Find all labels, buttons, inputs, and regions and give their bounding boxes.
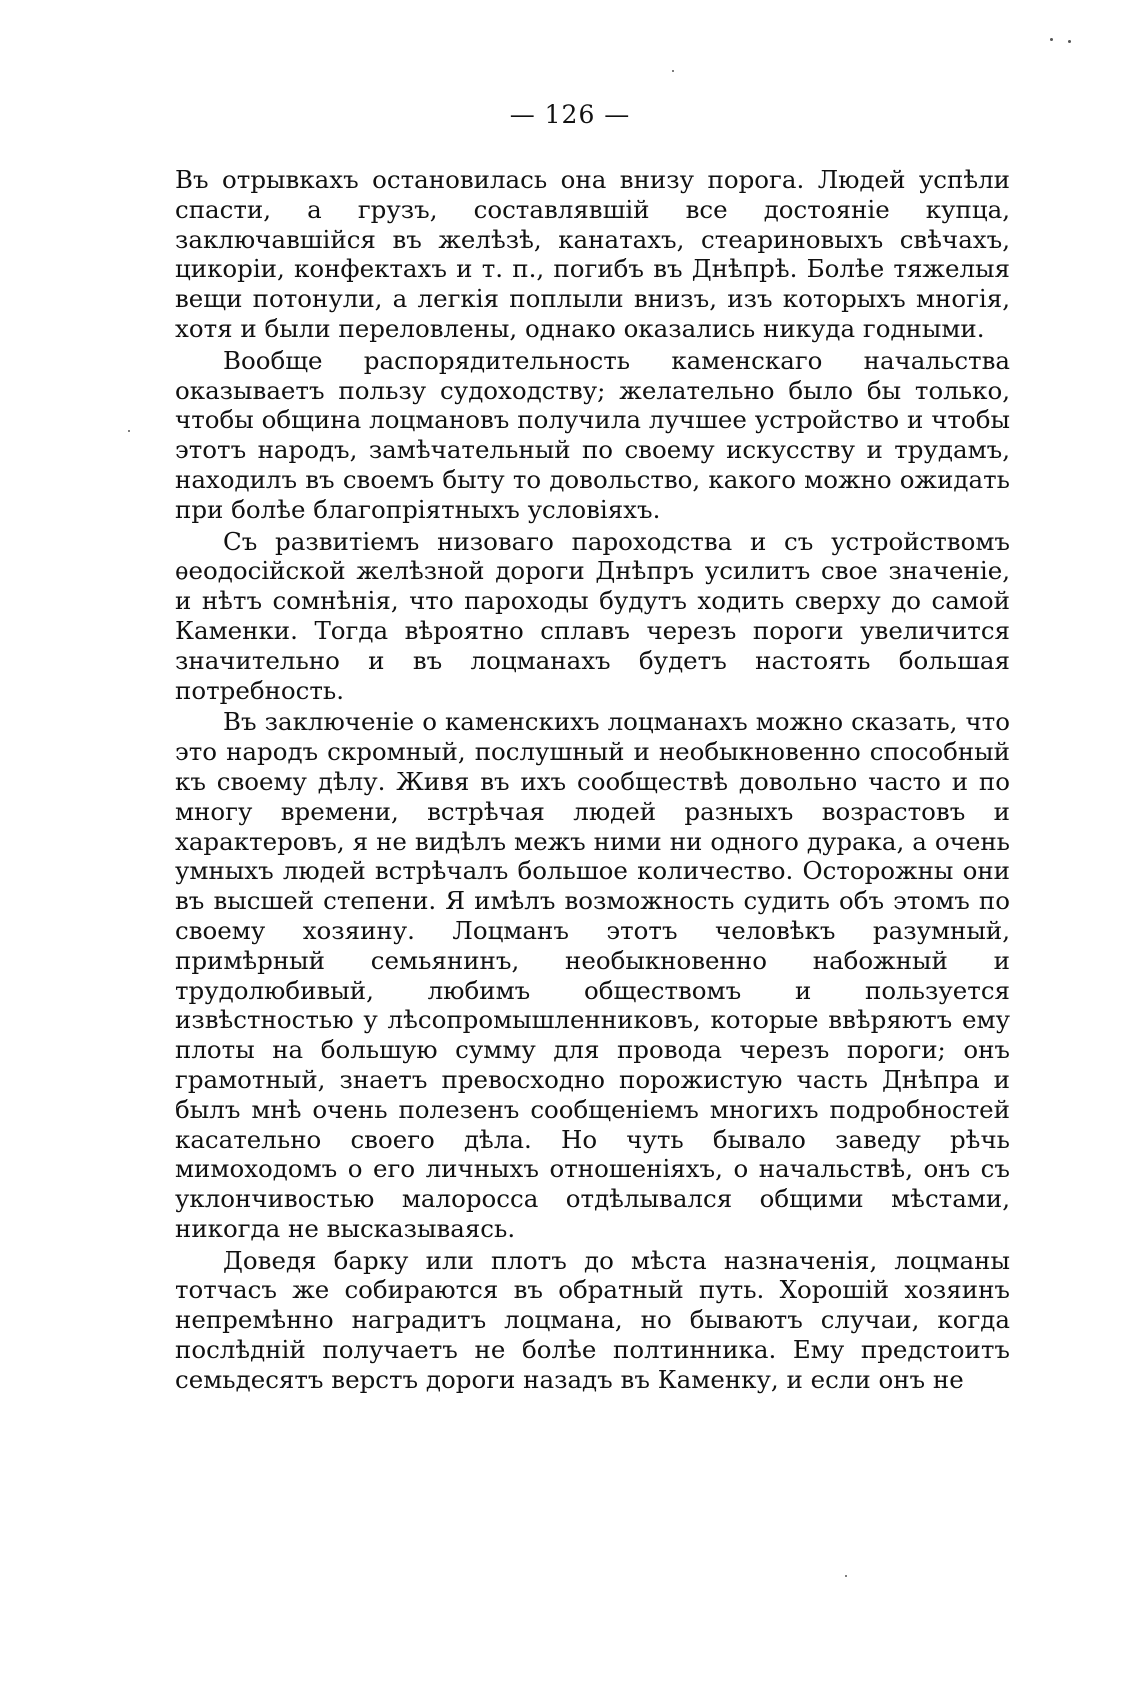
paragraph: Въ заключеніе о каменскихъ лоцманахъ можно сказать, что это народъ скромный, послушный и необыкновенно способный къ своему дѣлу. Живя въ ихъ сообществѣ довольно часто и по многу времени, встрѣчая людей разныхъ возрастовъ и характеровъ, я не видѣлъ межъ ними ни одного дурака, а очень умныхъ людей встрѣчалъ большое количество. Осторожны они въ высшей степени. Я имѣлъ возможность судить объ этомъ по своему хозяину. Лоцманъ этотъ человѣкъ разумный, примѣрный семьянинъ, необыкновенно набожный и трудолюбивый, любимъ обществомъ и пользуется извѣстностью у лѣсопромышленниковъ, которые ввѣряютъ ему плоты на большую сумму для провода черезъ пороги; онъ грамотный, знаетъ превосходно порожистую часть Днѣпра и былъ мнѣ очень полезенъ сообщеніемъ многихъ подробностей касательно своего дѣла. Но чуть бывало заведу рѣчь мимоходомъ о его личныхъ отношеніяхъ, о начальствѣ, онъ съ уклончивостью малоросса отдѣлывался общими мѣстами, никогда не высказываясь. (175, 707, 1010, 1243)
paragraph-continuation: Въ отрывкахъ остановилась она внизу порога. Людей успѣли спасти, а грузъ, составлявшій все достояніе купца, заключавшійся въ желѣзѣ, канатахъ, стеариновыхъ свѣчахъ, цикоріи, конфектахъ и т. п., погибъ въ Днѣпрѣ. Болѣе тяжелыя вещи потонули, а легкія поплыли внизъ, изъ которыхъ многія, хотя и были переловлены, однако оказались никуда годными. (175, 165, 1010, 343)
scan-speck (1068, 40, 1071, 43)
body-text (175, 165, 1010, 1395)
scan-speck (672, 70, 674, 72)
scan-speck (845, 1575, 847, 1577)
scan-speck (128, 430, 130, 432)
page-number: — 126 — (509, 100, 631, 129)
paragraph: Вообще распорядительность каменскаго начальства оказываетъ пользу судоходству; желательно было бы только, чтобы община лоцмановъ получила лучшее устройство и чтобы этотъ народъ, замѣчательный по своему искусству и трудамъ, находилъ въ своемъ быту то довольство, какого можно ожидать при болѣе благопріятныхъ условіяхъ. (175, 345, 1010, 524)
paragraph: Съ развитіемъ низоваго пароходства и съ устройствомъ ѳеодосійской желѣзной дороги Днѣпръ усилитъ свое значеніе, и нѣтъ сомнѣнія, что пароходы будутъ ходить сверху до самой Каменки. Тогда вѣроятно сплавъ черезъ пороги увеличится значительно и въ лоцманахъ будетъ настоять большая потребность. (175, 526, 1010, 705)
scan-speck (1050, 38, 1053, 41)
paragraph: Доведя барку или плотъ до мѣста назначенія, лоцманы тотчасъ же собираются въ обратный путь. Хорошій хозяинъ непремѣнно наградитъ лоцмана, но бываютъ случаи, когда послѣдній получаетъ не болѣе полтинника. Ему предстоитъ семьдесятъ верстъ дороги назадъ въ Каменку, и если онъ не (175, 1245, 1010, 1394)
